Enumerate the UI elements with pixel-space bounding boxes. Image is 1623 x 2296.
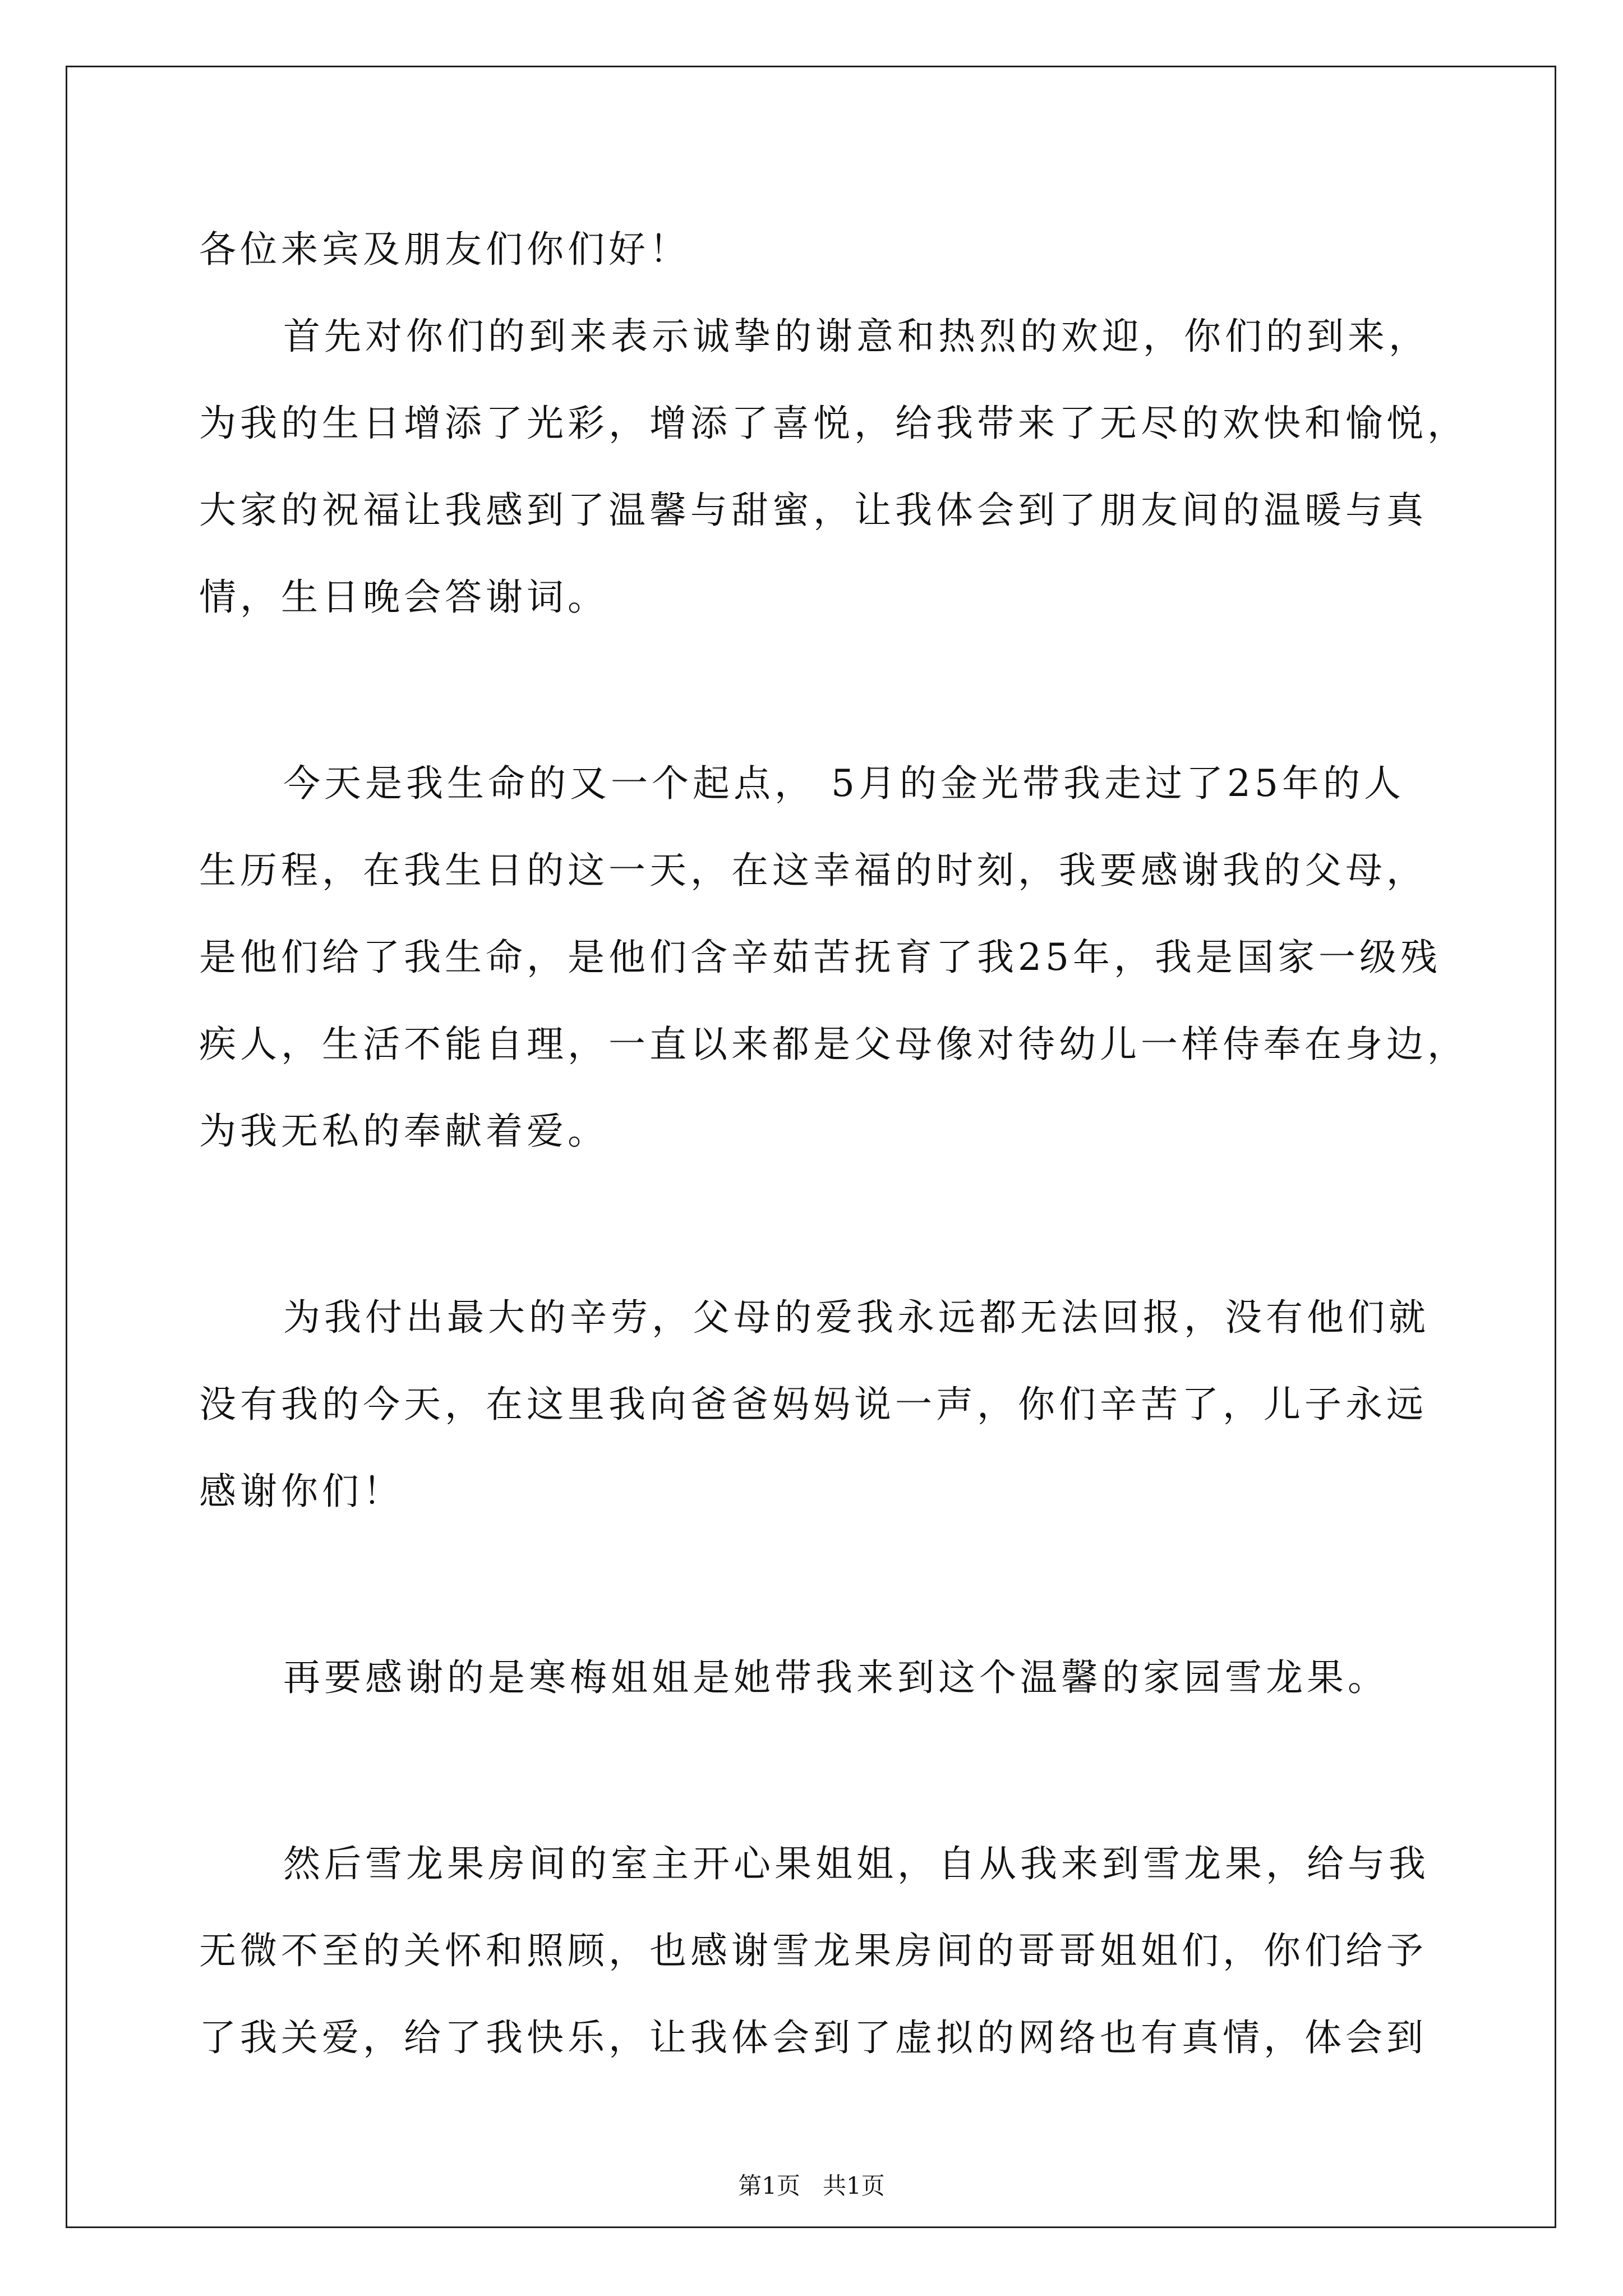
text-line: 然后雪龙果房间的室主开心果姐姐，自从我来到雪龙果，给与我: [283, 1842, 1430, 1885]
text-line: 为我付出最大的辛劳，父母的爱我永远都无法回报，没有他们就: [283, 1296, 1430, 1339]
text-line: 没有我的今天，在这里我向爸爸妈妈说一声，你们辛苦了，儿子永远: [199, 1383, 1427, 1426]
text-line: 首先对你们的到来表示诚挚的谢意和热烈的欢迎，你们的到来，: [283, 315, 1430, 358]
text-line: 了我关爱，给了我快乐，让我体会到了虚拟的网络也有真情，体会到: [199, 2016, 1427, 2059]
text-line: 无微不至的关怀和照顾，也感谢雪龙果房间的哥哥姐姐们，你们给予: [199, 1929, 1427, 1972]
text-line: 再要感谢的是寒梅姐姐是她带我来到这个温馨的家园雪龙果。: [283, 1656, 1389, 1699]
text-line: 情，生日晚会答谢词。: [199, 576, 608, 619]
text-line: 疾人，生活不能自理，一直以来都是父母像对待幼儿一样侍奉在身边，: [199, 1023, 1468, 1066]
text-line: 感谢你们！: [199, 1470, 404, 1513]
text-line: 为我无私的奉献着爱。: [199, 1110, 608, 1153]
text-line: 今天是我生命的又一个起点， 5月的金光带我走过了25年的人: [283, 762, 1405, 805]
text-line: 是他们给了我生命，是他们含辛茹苦抚育了我25年，我是国家一级残: [199, 936, 1441, 979]
page-number-footer: 第1页 共1页: [738, 2172, 885, 2200]
text-line: 为我的生日增添了光彩，增添了喜悦，给我带来了无尽的欢快和愉悦，: [199, 402, 1468, 445]
text-line: 各位来宾及朋友们你们好！: [199, 228, 690, 271]
text-line: 生历程，在我生日的这一天，在这幸福的时刻，我要感谢我的父母，: [199, 849, 1427, 892]
text-line: 大家的祝福让我感到了温馨与甜蜜，让我体会到了朋友间的温暖与真: [199, 489, 1427, 532]
